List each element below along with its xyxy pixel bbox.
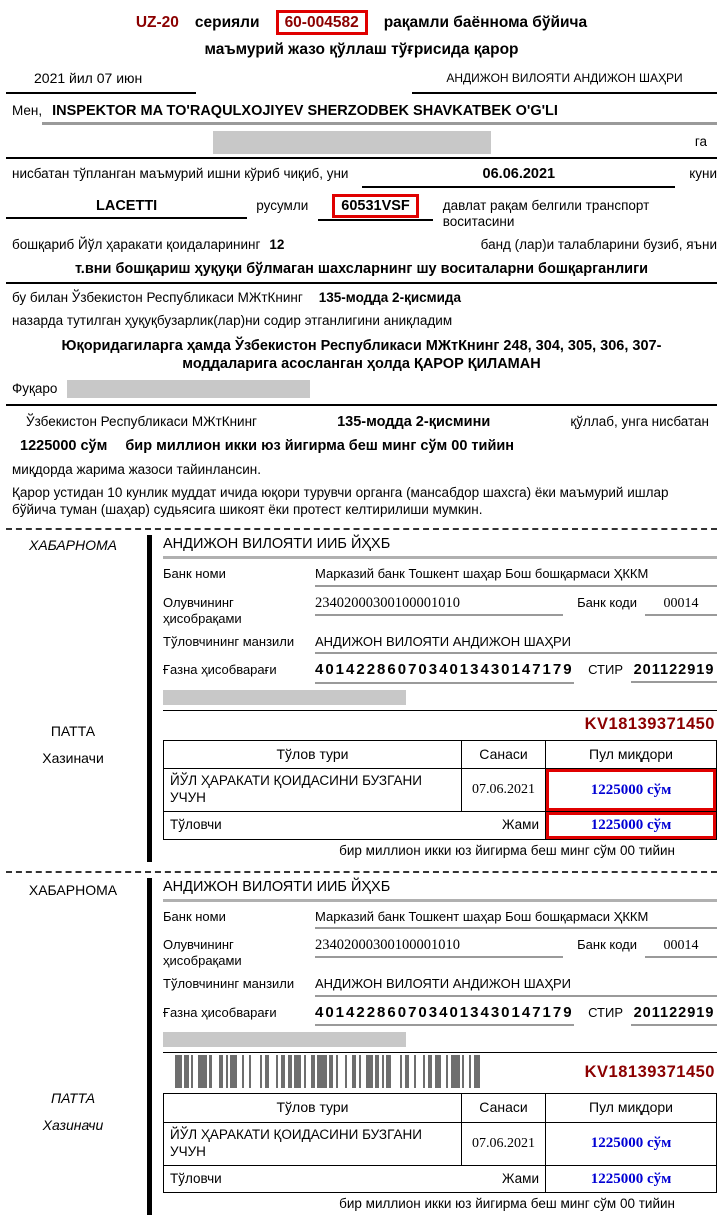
article-number: 135-модда 2-қисмида: [318, 290, 461, 306]
notice-section-2: [6, 878, 717, 1216]
review-date: 06.06.2021: [362, 165, 675, 187]
treasury-value: 4014228607034013430147179: [315, 661, 574, 684]
resolution-text: Юқоридагиларга ҳамда Ўзбекистон Республикаси МЖтКнинг 248, 304, 305, 306, 307-моддаларига асосланган ҳолда ҚАРОР ҚИЛАМАН: [61, 338, 662, 373]
amount-in-words: бир миллион икки юз йигирма беш минг сўм 00 тийин: [339, 1196, 675, 1212]
table-row: [164, 769, 716, 812]
review-text: нисбатан тўпланган маъмурий ишни кўриб чиқиб, уни: [12, 166, 349, 182]
payment-amount-value: 1225000 сўм: [546, 1123, 716, 1166]
payment-table: [163, 1093, 717, 1193]
notice2-content: [147, 878, 717, 1216]
bu-bilan-text: бу билан Ўзбекистон Республикаси МЖтКнинг: [12, 290, 303, 306]
form-code: UZ-20: [135, 14, 179, 31]
patta-label: ПАТТА: [50, 723, 96, 740]
fuqaro-row: [6, 373, 717, 406]
plate-underline: [318, 194, 433, 221]
bank-name-label: Банк номи: [163, 566, 226, 582]
barcode-row: [163, 1052, 717, 1090]
document-place: АНДИЖОН ВИЛОЯТИ АНДИЖОН ШАҲРИ: [412, 71, 717, 94]
ga-label: га: [694, 134, 707, 150]
payment-table-header: [164, 1094, 716, 1123]
habarnoma-label: ХАБАРНОМА: [29, 537, 117, 554]
payer-label: Тўловчи: [170, 816, 222, 832]
bank-name-row: [163, 909, 717, 929]
vehicle-model: LACETTI: [6, 197, 247, 219]
col-amount: Пул миқдори: [546, 741, 716, 770]
treasury-row: [163, 661, 717, 684]
notice1-side-labels: [6, 535, 147, 861]
band-line: [6, 237, 717, 254]
violation-text: т.вни бошқариш ҳуқуқи бўлмаган шахсларнинг шу воситаларни бошқарганлиги: [6, 260, 717, 284]
account-label: Олувчининг ҳисобрақами: [163, 594, 242, 626]
stir-label: СТИР: [588, 1004, 623, 1020]
payment-date-value: 07.06.2021: [462, 1123, 546, 1166]
table-row: [164, 1123, 716, 1166]
col-payment-type: Тўлов тури: [164, 1094, 462, 1123]
payer-label: Тўловчи: [170, 1170, 222, 1186]
notice1-content: [147, 535, 717, 861]
org-name: АНДИЖОН ВИЛОЯТИ ИИБ ЙҲХБ: [163, 535, 717, 559]
bank-code-label: Банк коди: [577, 594, 637, 610]
bank-name-label: Банк номи: [163, 908, 226, 924]
payer-total-cell: [164, 1166, 546, 1193]
payment-type-value: ЙЎЛ ҲАРАКАТИ ҚОИДАСИНИ БУЗГАНИ УЧУН: [164, 1123, 462, 1166]
apply-pre-text: Ўзбекистон Республикаси МЖтКнинг: [26, 414, 257, 430]
table-row: [164, 1166, 716, 1193]
serial-number: 60-004582: [276, 10, 368, 35]
total-label: Жами: [502, 816, 539, 832]
redacted-person-name: [213, 131, 491, 154]
kv-number: KV18139371450: [584, 1062, 715, 1081]
col-payment-type: Тўлов тури: [164, 741, 462, 770]
date-place-row: [6, 70, 717, 95]
kv-row: [163, 710, 717, 737]
fine-tail-text: миқдорда жарима жазоси тайинлансин.: [12, 461, 261, 477]
inspector-row: [6, 100, 717, 125]
appeal-text: Қарор устидан 10 кунлик муддат ичида юқори турувчи органга (мансабдор шахсга) ёки маъмурий ишлар бўйича туман (шаҳар) судьясига шикоят ёки протест келтирилиши мумкин.: [12, 485, 669, 518]
account-row: [163, 936, 717, 970]
drive-text: бошқариб Йўл ҳаракати қоидаларининг: [12, 237, 261, 253]
payment-table: [163, 740, 717, 840]
payer-address-value: АНДИЖОН ВИЛОЯТИ АНДИЖОН ШАҲРИ: [315, 976, 717, 996]
payer-address-label: Тўловчининг манзили: [163, 634, 295, 649]
band-after-text: банд (лар)и талабларини бузиб, яъни: [480, 237, 717, 253]
cashier-label: Хазиначи: [42, 750, 104, 767]
table-row: [164, 812, 716, 839]
payment-amount-value: 1225000 сўм: [546, 769, 716, 812]
total-amount-value: 1225000 сўм: [590, 1170, 672, 1187]
payer-address-value: АНДИЖОН ВИЛОЯТИ АНДИЖОН ШАҲРИ: [315, 634, 717, 654]
bank-name-row: [163, 566, 717, 586]
fuqaro-label: Фуқаро: [12, 380, 58, 396]
kuni-label: куни: [689, 166, 717, 182]
men-label: Мен,: [12, 103, 43, 119]
redacted-payer-name: [163, 1032, 406, 1047]
total-amount-value: 1225000 сўм: [546, 812, 716, 839]
cashier-label: Хазиначи: [42, 1116, 104, 1133]
payer-total-cell: [164, 812, 546, 839]
payment-type-value: ЙЎЛ ҲАРАКАТИ ҚОИДАСИНИ БУЗГАНИ УЧУН: [164, 769, 462, 812]
col-date: Санаси: [462, 741, 546, 770]
bank-code-value: 00014: [645, 937, 717, 959]
plate-number: 60531VSF: [332, 194, 419, 218]
payer-address-label: Тўловчининг манзили: [163, 976, 295, 992]
col-amount: Пул миқдори: [546, 1094, 716, 1123]
document-title-line2: маъмурий жазо қўллаш тўғрисида қарор: [204, 41, 519, 59]
barcode: [175, 1055, 508, 1088]
apply-post-text: қўллаб, унга нисбатан: [570, 414, 709, 430]
payer-address-row: [163, 634, 717, 654]
apply-line: [6, 413, 717, 431]
payer-address-row: [163, 976, 717, 996]
document-date: 2021 йил 07 июн: [6, 70, 196, 95]
bank-name-value: Марказий банк Тошкент шаҳар Бош бошқармаси ҲККМ: [315, 909, 717, 929]
kv-number: KV18139371450: [584, 715, 715, 733]
redacted-citizen-name: [67, 380, 310, 398]
fine-amount: 1225000 сўм: [20, 438, 108, 455]
payment-date-value: 07.06.2021: [462, 769, 546, 812]
stir-label: СТИР: [588, 662, 623, 678]
apply-article: 135-модда 2-қисмини: [337, 414, 491, 431]
patta-label: ПАТТА: [50, 1089, 96, 1106]
total-label: Жами: [502, 1170, 539, 1186]
account-value: 23402000300100001010: [315, 594, 563, 616]
rusumli-label: русумли: [256, 197, 309, 213]
article-line: [6, 290, 717, 307]
amount-in-words: бир миллион икки юз йигирма беш минг сўм 00 тийин: [339, 842, 675, 858]
bank-code-label: Банк коди: [577, 936, 637, 952]
col-date: Санаси: [462, 1094, 546, 1123]
bank-code-value: 00014: [645, 595, 717, 617]
bank-name-value: Марказий банк Тошкент шаҳар Бош бошқармаси ҲККМ: [315, 566, 717, 586]
habarnoma-label: ХАБАРНОМА: [28, 881, 118, 898]
inspector-name: INSPEKTOR MA TO'RAQULXOJIYEV SHERZODBEK SHAVKATBEK O'G'LI: [42, 100, 717, 125]
org-name: АНДИЖОН ВИЛОЯТИ ИИБ ЙҲХБ: [163, 878, 717, 902]
notice-section-1: [6, 535, 717, 861]
fine-line: [6, 437, 717, 455]
redacted-payer-name: [163, 690, 406, 705]
treasury-label: Ғазна ҳисобварағи: [163, 1004, 277, 1020]
account-row: [163, 594, 717, 628]
treasury-value: 4014228607034013430147179: [315, 1004, 574, 1027]
account-value: 23402000300100001010: [315, 936, 563, 958]
dashed-separator-2: [6, 871, 717, 873]
band-number: 12: [269, 237, 285, 253]
payment-table-header: [164, 741, 716, 770]
dashed-separator-1: [6, 528, 717, 530]
person-row: [6, 125, 717, 159]
serial-label: серияли: [194, 14, 260, 31]
notice2-side-labels: [6, 878, 147, 1216]
plate-after-text: давлат рақам белгили транспорт воситасини: [442, 197, 650, 230]
fine-amount-words: бир миллион икки юз йигирма беш минг сўм 00 тийин: [125, 438, 515, 455]
nazarda-text: назарда тутилган ҳуқуқбузарлик(лар)ни содир этганлигини аниқладим: [12, 313, 453, 329]
stir-value: 201122919: [631, 661, 717, 683]
vehicle-line: [6, 194, 717, 232]
treasury-label: Ғазна ҳисобварағи: [163, 662, 277, 678]
review-line: [6, 165, 717, 187]
title-rest: рақамли баённома бўйича: [383, 14, 588, 31]
account-label: Олувчининг ҳисобрақами: [163, 936, 242, 969]
stir-value: 201122919: [631, 1004, 717, 1026]
treasury-row: [163, 1004, 717, 1027]
document-title-line1: [6, 10, 717, 35]
